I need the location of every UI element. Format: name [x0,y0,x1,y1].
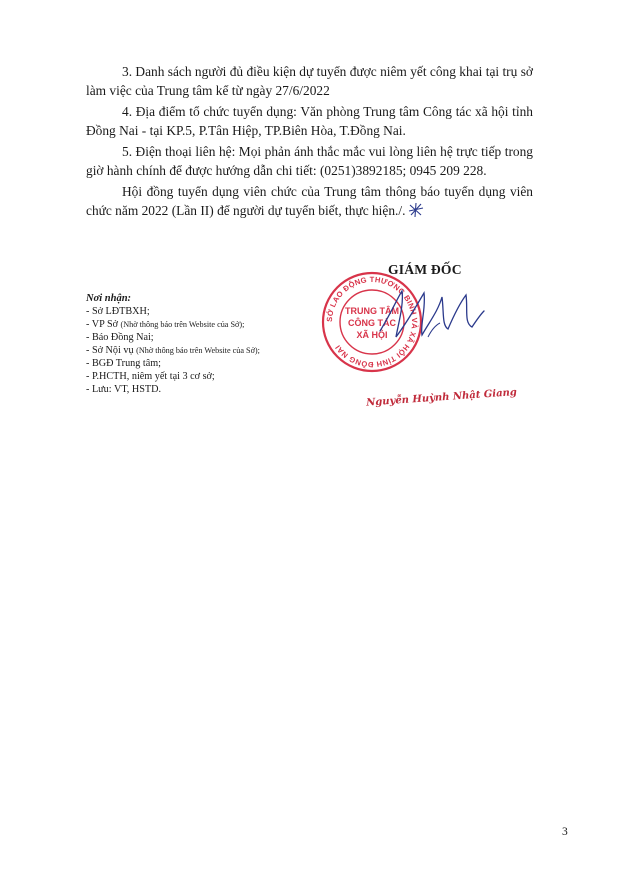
recipient-item: - P.HCTH, niêm yết tại 3 cơ sở; [86,371,215,382]
paragraph-item-4: 4. Địa điểm tổ chức tuyển dụng: Văn phòng Trung tâm Công tác xã hội tỉnh Đồng Nai - tại KP.5, P.Tân Hiệp, TP.Biên Hòa, T.Đồng Nai. [86,104,533,138]
notice-body [86,62,533,222]
closing-text: Hội đồng tuyển dụng viên chức của Trung tâm thông báo tuyển dụng viên chức năm 2022 (Lần II) để người dự tuyển biết, thực hiện./. [86,184,533,218]
recipient-item: - Sở LĐTBXH; [86,306,150,317]
paragraph-closing [86,182,533,220]
initial-mark-icon [407,202,425,218]
recipient-item: - VP Sở (Nhờ thông báo trên Website của Sở); [86,319,245,330]
recipient-item: - Lưu: VT, HSTD. [86,384,162,395]
seal-ring-text: SỞ LAO ĐỘNG THƯƠNG BINH VÀ XÃ HỘI TỈNH ĐỒNG NAI [324,274,420,370]
signer-name-signature [362,384,518,410]
recipients-block [86,292,346,396]
recipient-item: - Báo Đồng Nai; [86,332,154,343]
handwritten-signature-icon [368,285,488,345]
recipient-item: - Sở Nội vụ (Nhờ thông báo trên Website của Sở); [86,345,260,356]
seal-line-2: CÔNG TÁC [348,318,396,328]
paragraph-item-3: 3. Danh sách người đủ điều kiện dự tuyển được niêm yết công khai tại trụ sở làm việc của Trung tâm kể từ ngày 27/6/2022 [86,64,533,98]
signer-title: GIÁM ĐỐC [388,262,462,277]
recipient-item: - BGĐ Trung tâm; [86,358,162,369]
signer-name-text: Nguyễn Huỳnh Nhật Giang [365,387,518,409]
paragraph-item-5: 5. Điện thoại liên hệ: Mọi phản ánh thắc mắc vui lòng liên hệ trực tiếp trong giờ hành chính để được hướng dẫn chi tiết: (0251)3892185; 0945 209 228. [86,144,533,178]
seal-line-3: XÃ HỘI [356,330,388,340]
page-number: 3 [562,826,568,838]
seal-line-1: TRUNG TÂM [345,306,399,316]
recipients-heading: Nơi nhận: [86,293,132,304]
